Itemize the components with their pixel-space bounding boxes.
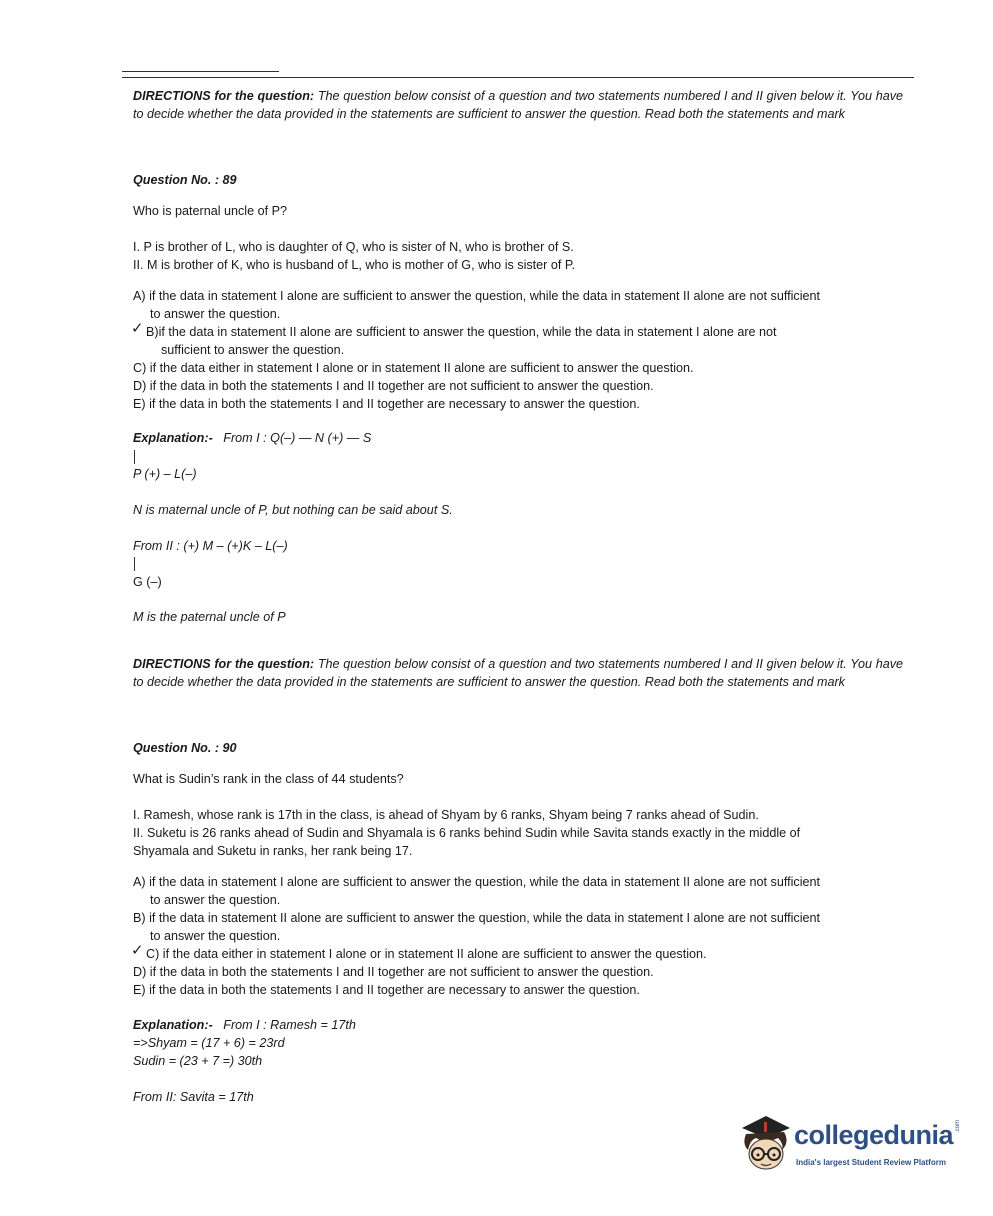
explanation-label: Explanation:-: [133, 1018, 213, 1032]
header-rule-long: [122, 77, 914, 78]
option-a: A) if the data in statement I alone are sufficient to answer the question, while the data in statement II alone are not sufficient: [133, 289, 821, 303]
option-d: D) if the data in both the statements I and II together are not sufficient to answer the question.: [133, 965, 654, 979]
option-e: E) if the data in both the statements I and II together are necessary to answer the question.: [133, 983, 640, 997]
statement-2-89: II. M is brother of K, who is husband of L, who is mother of G, who is sister of P.: [133, 258, 576, 272]
options-89: [133, 287, 893, 413]
option-c-correct: [131, 942, 893, 963]
question-text-89: Who is paternal uncle of P?: [133, 204, 288, 218]
option-b: B) if the data in statement II alone are sufficient to answer the question, while the data in statement I alone are not sufficient: [133, 911, 821, 925]
tree-connector: [134, 557, 135, 571]
check-mark-icon: ✓: [131, 942, 144, 959]
logo-wordmark: collegedunia: [794, 1120, 954, 1150]
explanation-line: From II: Savita = 17th: [133, 1090, 254, 1104]
logo-domain-suffix: .com: [955, 1119, 961, 1133]
options-90: [133, 873, 893, 999]
explanation-line: N is maternal uncle of P, but nothing can be said about S.: [133, 503, 453, 517]
statement-1-90: I. Ramesh, whose rank is 17th in the class, is ahead of Shyam by 6 ranks, Shyam being 7 ranks ahead of Sudin.: [133, 808, 759, 822]
directions-text: The question below consist of a question and two statements numbered I and II given below it. You have to decide whether the data provided in the statements are sufficient to answer the question. Read both the statements and mark: [133, 89, 904, 121]
directions-label: DIRECTIONS for the question:: [133, 89, 315, 103]
explanation-line: Sudin = (23 + 7 =) 30th: [133, 1054, 263, 1068]
explanation-line: From II : (+) M – (+)K – L(–): [133, 539, 288, 553]
question-text-90: What is Sudin’s rank in the class of 44 students?: [133, 772, 404, 786]
option-e: E) if the data in both the statements I and II together are necessary to answer the question.: [133, 397, 640, 411]
option-d: D) if the data in both the statements I and II together are not sufficient to answer the question.: [133, 379, 654, 393]
option-b-correct: [131, 320, 893, 341]
explanation-conclusion: M is the paternal uncle of P: [133, 610, 286, 624]
explanation-line: G (–): [133, 575, 162, 589]
option-a-cont: to answer the question.: [150, 893, 281, 907]
option-b-cont: to answer the question.: [150, 929, 281, 943]
directions-text: The question below consist of a question and two statements numbered I and II given below it. You have to decide whether the data provided in the statements are sufficient to answer the question. Read both the statements and mark: [133, 657, 904, 689]
logo-tagline: India's largest Student Review Platform: [796, 1158, 946, 1167]
collegedunia-mascot-icon: [736, 1110, 796, 1176]
option-b-cont: sufficient to answer the question.: [161, 343, 345, 357]
explanation-line: From I : Q(–) — N (+) — S: [223, 431, 372, 445]
tree-connector: [134, 450, 135, 464]
option-c-text: C) if the data either in statement I alone or in statement II alone are sufficient to answer the question.: [146, 947, 707, 961]
statement-1-89: I. P is brother of L, who is daughter of Q, who is sister of N, who is brother of S.: [133, 240, 574, 254]
explanation-line: =>Shyam = (17 + 6) = 23rd: [133, 1036, 285, 1050]
explanation-label: Explanation:-: [133, 431, 213, 445]
question-number-89: Question No. : 89: [133, 173, 237, 187]
option-c: C) if the data either in statement I alone or in statement II alone are sufficient to answer the question.: [133, 361, 694, 375]
statement-2-90-cont: Shyamala and Suketu in ranks, her rank being 17.: [133, 844, 413, 858]
explanation-89: [133, 429, 371, 447]
explanation-line: P (+) – L(–): [133, 467, 197, 481]
option-a: A) if the data in statement I alone are sufficient to answer the question, while the data in statement II alone are not sufficient: [133, 875, 821, 889]
explanation-line: From I : Ramesh = 17th: [223, 1018, 356, 1032]
statement-2-90: II. Suketu is 26 ranks ahead of Sudin and Shyamala is 6 ranks behind Sudin while Savita stands exactly in the middle of: [133, 826, 801, 840]
question-number-90: Question No. : 90: [133, 741, 237, 755]
check-mark-icon: ✓: [131, 320, 144, 337]
option-a-cont: to answer the question.: [150, 307, 281, 321]
directions-90: [133, 655, 903, 691]
directions-label: DIRECTIONS for the question:: [133, 657, 315, 671]
option-b-text: B)if the data in statement II alone are sufficient to answer the question, while the data in statement I alone are not: [146, 325, 777, 339]
header-rule-short: [122, 71, 279, 72]
explanation-90: [133, 1016, 356, 1034]
directions-89: [133, 87, 903, 123]
